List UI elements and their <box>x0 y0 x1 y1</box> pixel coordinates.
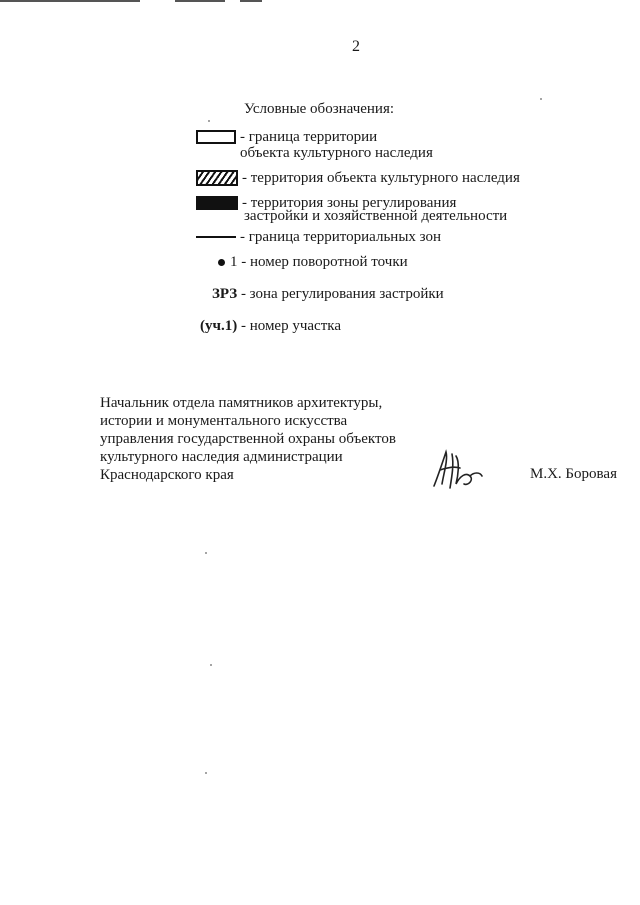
border-box-icon <box>196 130 236 144</box>
handwritten-signature <box>430 446 486 492</box>
legend-item-text: объекта культурного наследия <box>240 145 433 161</box>
legend-item-dot-row <box>218 255 408 270</box>
signature-block <box>100 394 420 484</box>
scan-speck <box>540 98 542 100</box>
scan-speck <box>205 552 207 554</box>
legend-item-plot-row <box>200 319 341 334</box>
scan-speck <box>208 120 210 122</box>
legend-item-text: - номер участка <box>240 318 341 334</box>
scan-edge-mark <box>175 0 225 2</box>
legend-marker: (уч.1) <box>200 318 238 334</box>
scan-edge-mark <box>240 0 262 2</box>
legend-marker: 1 <box>230 254 238 270</box>
legend-item-text: - граница территории <box>240 129 378 145</box>
legend-item-zrz-row <box>212 287 444 302</box>
scan-speck <box>205 772 207 774</box>
filled-box-icon <box>196 196 238 210</box>
signer-name: М.Х. Боровая <box>530 466 617 482</box>
position-line: Начальник отдела памятников архитектуры, <box>100 395 383 411</box>
legend-item-text: - зона регулирования застройки <box>240 286 444 302</box>
position-line: Краснодарского края <box>100 467 234 483</box>
scan-edge-mark <box>0 0 140 2</box>
position-line: управления государственной охраны объектов <box>100 431 396 447</box>
dot-icon <box>218 259 225 266</box>
legend-marker: ЗРЗ <box>212 286 238 302</box>
legend-title: Условные обозначения: <box>244 101 395 117</box>
position-line: культурного наследия администрации <box>100 449 343 465</box>
hatched-box-icon <box>196 170 238 186</box>
legend-item-text: застройки и хозяйственной деятельности <box>244 208 508 224</box>
legend-item-text: - территория объекта культурного наследия <box>242 170 520 186</box>
page-number: 2 <box>352 38 360 55</box>
legend-item-text: - номер поворотной точки <box>241 254 408 270</box>
legend-item-text: - территория зоны регулирования <box>242 195 457 211</box>
scan-speck <box>210 664 212 666</box>
position-line: истории и монументального искусства <box>100 413 348 429</box>
line-icon <box>196 236 236 238</box>
legend-item-text: - граница территориальных зон <box>240 229 442 245</box>
